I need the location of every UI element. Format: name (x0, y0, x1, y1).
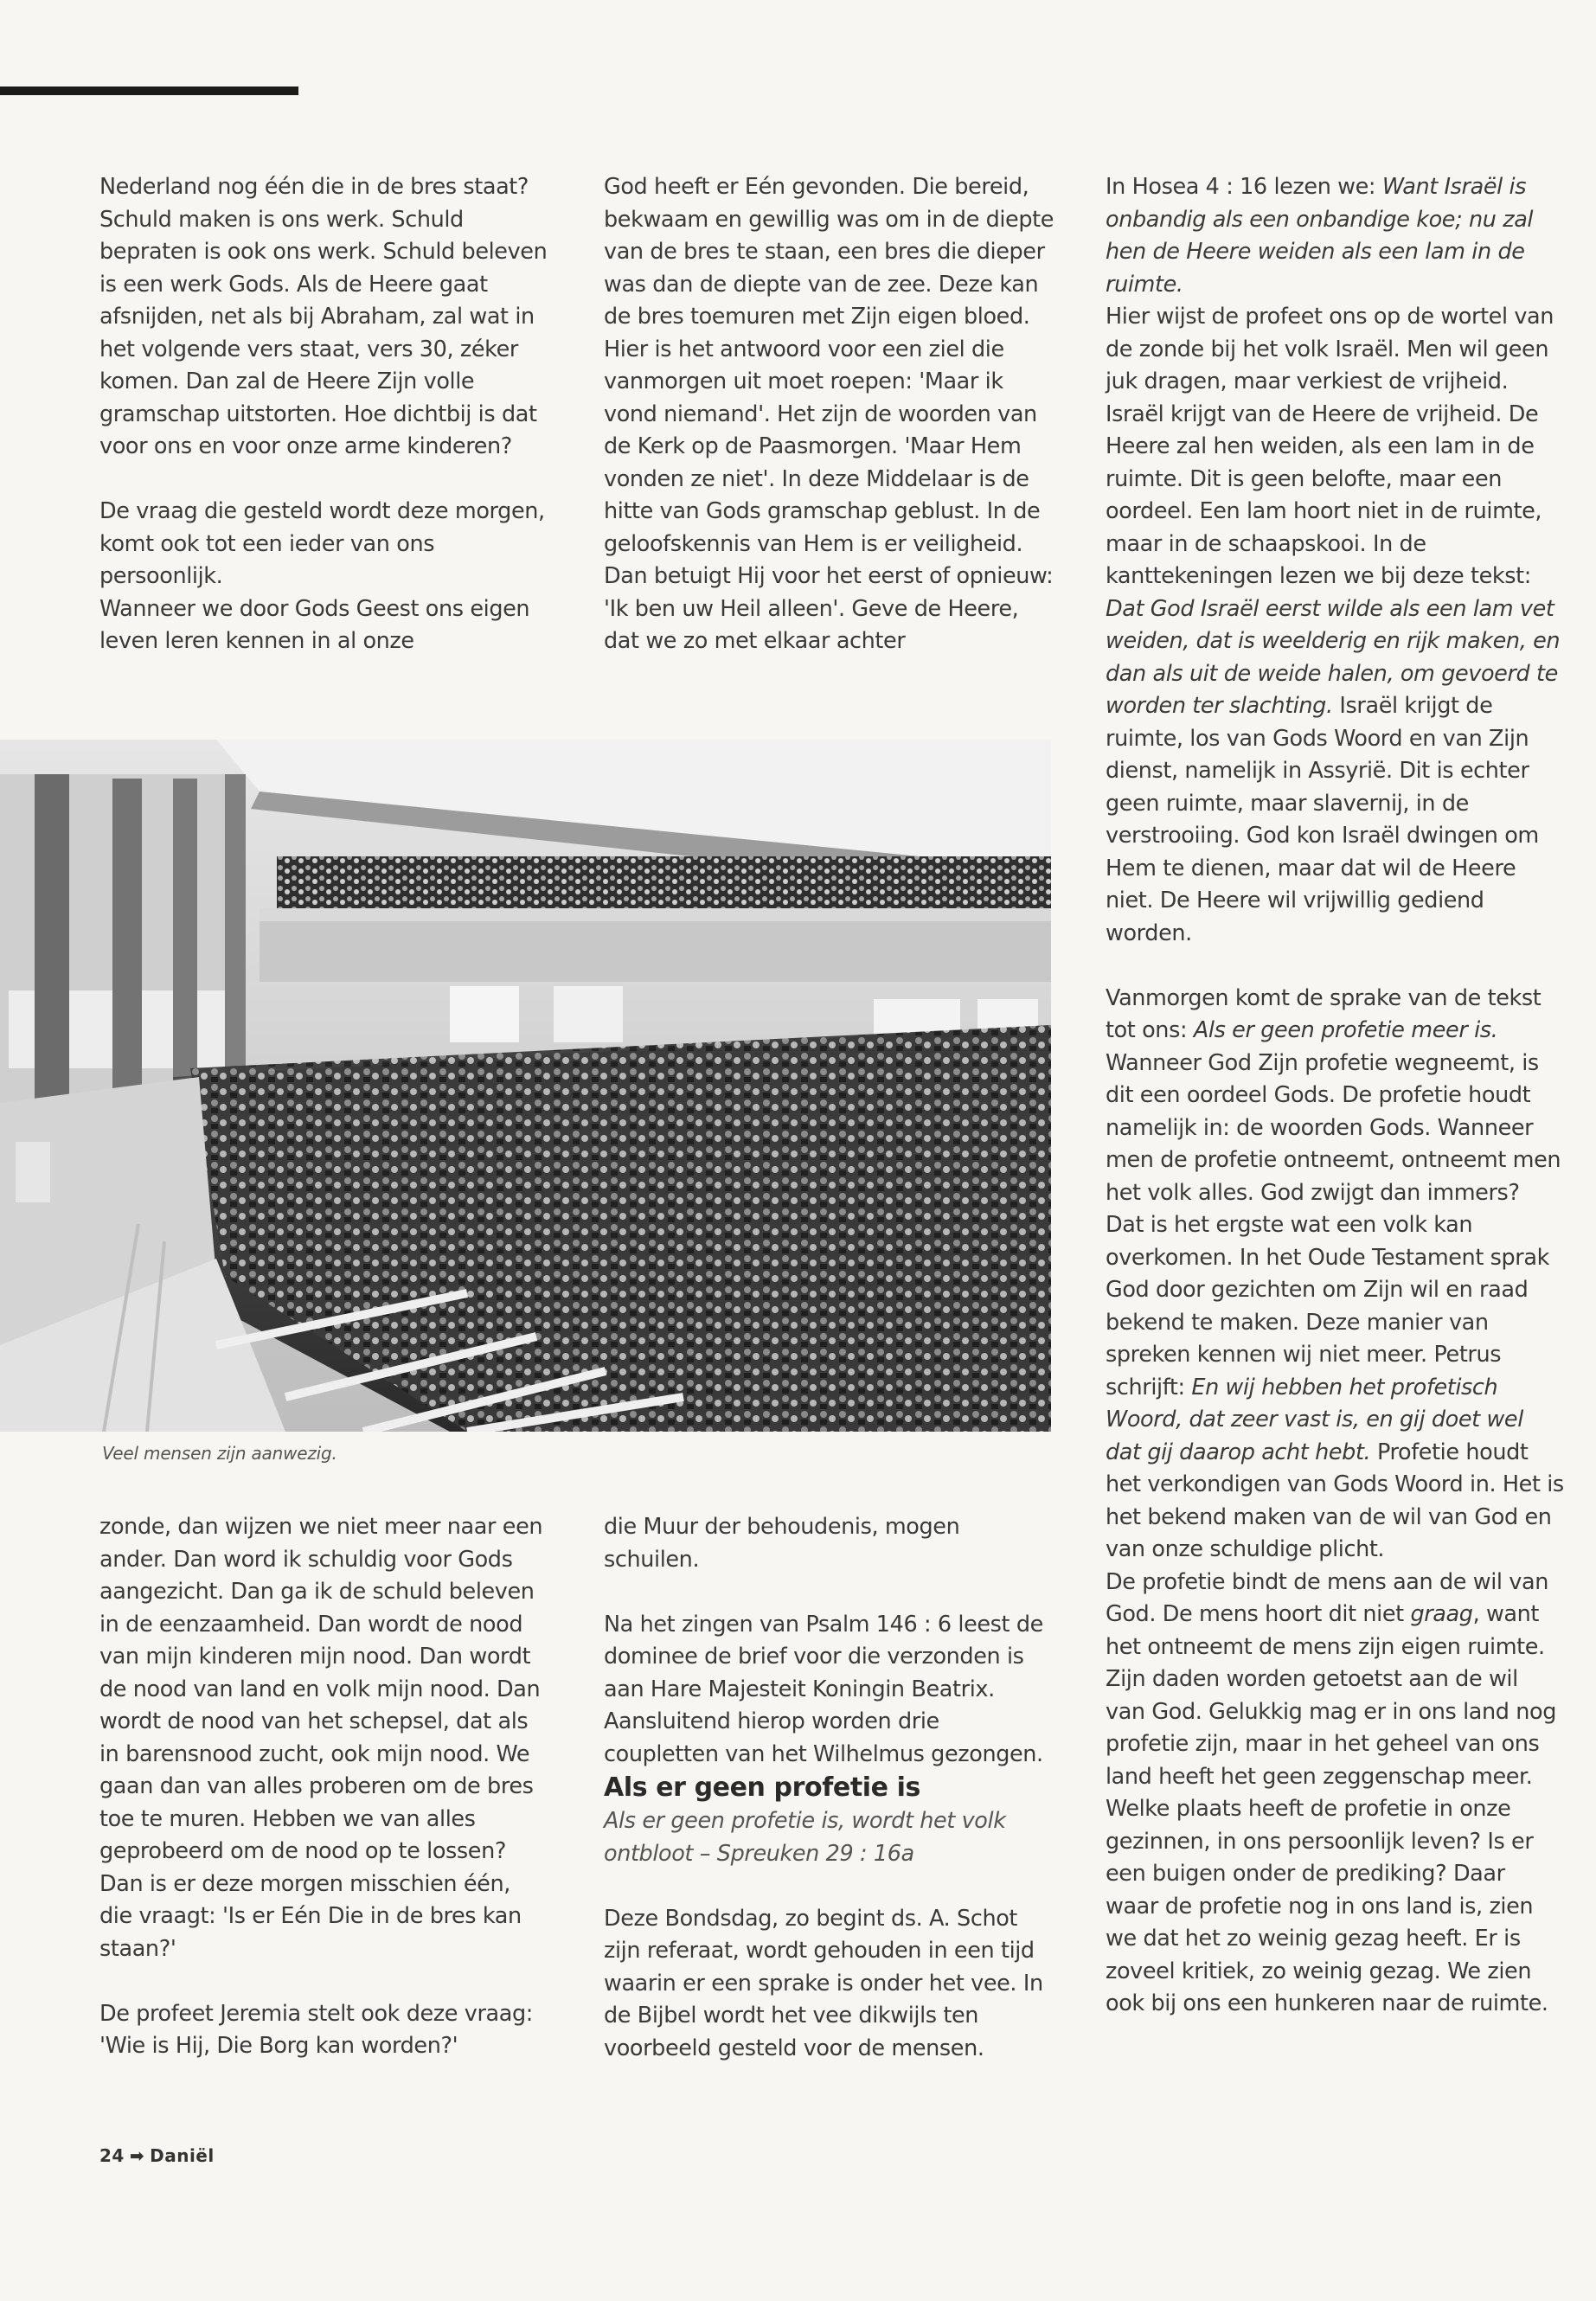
paragraph: die Muur der behoudenis, mogen schuilen. (604, 1514, 960, 1573)
emphasis: graag (1410, 1601, 1473, 1627)
text-span: In Hosea 4 : 16 lezen we: (1106, 174, 1382, 200)
text-span: Wanneer God Zijn profetie wegneemt, is dit een oordeel Gods. De profetie houdt namelijk in: de woorden Gods. Wanneer men de profetie ontneemt, ontneemt men het volk alles. God zwijgt dan immers? Dat is het ergste wat een volk kan overkomen. In het Oude Testament sprak God door gezichten om Zijn wil en raad bekend te maken. Deze manier van spreken kennen wij niet meer. Petrus schrijft: (1106, 1049, 1561, 1400)
paragraph: De profeet Jeremia stelt ook deze vraag: 'Wie is Hij, Die Borg kan worden?' (99, 2000, 533, 2059)
paragraph (1106, 983, 1564, 1567)
page-footer (99, 2145, 215, 2166)
paragraph: zonde, dan wijzen we niet meer naar een ander. Dan word ik schuldig voor Gods aangezicht. Dan ga ik de schuld beleven in de eenzaamheid. Dan wordt de nood van mijn kinderen mijn nood. Dan wordt de nood van land en volk mijn nood. Dan wordt de nood van het schepsel, dat als in barensnood zucht, ook mijn nood. We gaan dan van alles proberen om de bres toe te muren. Hebben we van alles geprobeerd om de nood op te lossen? Dan is er deze morgen misschien één, die vraagt: 'Is er Eén Die in de bres kan staan?' (99, 1514, 543, 1962)
text-span: Hier wijst de profeet ons op de wortel van de zonde bij het volk Israël. Men wil geen juk dragen, maar verkiest de vrijheid. Israël krijgt van de Heere de vrijheid. De Heere zal hen weiden, als een lam in de ruimte. Dit is geen belofte, maar een oordeel. Een lam hoort niet in de ruimte, maar in de schaapskooi. In de kanttekeningen lezen we bij deze tekst: (1106, 304, 1554, 589)
church-congregation-photo (0, 740, 1051, 1432)
magazine-name: Daniël (150, 2145, 215, 2166)
column-2-bottom (604, 1511, 1054, 2065)
text-span: Vanmorgen komt de sprake van de tekst tot ons: (1106, 984, 1542, 1043)
paragraph: God heeft er Eén gevonden. Die bereid, bekwaam en gewillig was om in de diepte van de bres te staan, een bres die dieper was dan de diepte van de zee. Deze kan de bres toemuren met Zijn eigen bloed. Hier is het antwoord voor een ziel die vanmorgen uit moet roepen: 'Maar ik vond niemand'. Het zijn de woorden van de Kerk op de Paasmorgen. 'Maar Hem vonden ze niet'. In deze Middelaar is de hitte van Gods gramschap geblust. In de geloofskennis van Hem is er veiligheid. Dan betuigt Hij voor het eerst of opnieuw: 'Ik ben uw Heil alleen'. Geve de Heere, dat we zo met elkaar achter (604, 174, 1054, 654)
paragraph: De vraag die gesteld wordt deze morgen, komt ook tot een ieder van ons persoonlijk. (99, 498, 545, 589)
paragraph: Na het zingen van Psalm 146 : 6 leest de dominee de brief voor die verzonden is aan Hare Majesteit Koningin Beatrix. Aansluitend hierop worden drie coupletten van het Wilhelmus gezongen. (604, 1611, 1043, 1767)
commentary-quote: Dat God Israël eerst wilde als een lam vet weiden, dat is weelderig en rijk maken, en dan als uit de weide halen, om gevoerd te worden ter slachting. (1106, 595, 1561, 719)
text-span: Profetie houdt het verkondigen van Gods Woord in. Het is het bekend maken van de wil van God en van onze schuldige plicht. (1106, 1439, 1564, 1562)
column-2-top (604, 171, 1054, 658)
paragraph (1106, 171, 1564, 301)
text-span: De profetie bindt de mens aan de wil van God. De mens hoort dit niet (1106, 1568, 1548, 1627)
paragraph: Wanneer we door Gods Geest ons eigen leven leren kennen in al onze (99, 595, 530, 654)
paragraph (1106, 1567, 1564, 2021)
section-lead-quote: Als er geen profetie is, wordt het volk ontbloot – Spreuken 29 : 16a (604, 1808, 1006, 1867)
scripture-quote: Want Israël is onbandig als een onbandige koe; nu zal hen de Heere weiden als een lam in de ruimte. (1106, 174, 1534, 298)
page-number: 24 (99, 2145, 125, 2166)
column-1-top (99, 171, 549, 658)
photo-caption: Veel mensen zijn aanwezig. (102, 1443, 337, 1464)
section-heading: Als er geen profetie is (604, 1772, 920, 1803)
text-span: Israël krijgt de ruimte, los van Gods Woord en van Zijn dienst, namelijk in Assyrië. Dit is echter geen ruimte, maar slavernij, in de verstrooiing. God kon Israël dwingen om Hem te dienen, maar dat wil de Heere niet. De Heere wil vrijwillig gediend worden. (1106, 693, 1539, 946)
scripture-quote: En wij hebben het profetisch Woord, dat zeer vast is, en gij doet wel dat gij daarop acht hebt. (1106, 1374, 1523, 1465)
arrow-icon: ➡ (129, 2145, 145, 2166)
top-rule (0, 87, 298, 95)
paragraph: Deze Bondsdag, zo begint ds. A. Schot zijn referaat, wordt gehouden in een tijd waarin er een sprake is onder het vee. In de Bijbel wordt het vee dikwijls ten voorbeeld gesteld voor de mensen. (604, 1905, 1043, 2061)
text-span: , want het ontneemt de mens zijn eigen ruimte. Zijn daden worden getoetst aan de wil van God. Gelukkig mag er in ons land nog profetie zijn, maar in het geheel van ons land heeft het geen zeggenschap meer. Welke plaats heeft de profetie in onze gezinnen, in ons persoonlijk leven? Is er een buigen onder de prediking? Daar waar de profetie nog in ons land is, zien we dat het zo weinig gezag heeft. Er is zoveel kritiek, zo weinig gezag. We zien ook bij ons een hunkeren naar de ruimte. (1106, 1601, 1557, 2016)
paragraph: Nederland nog één die in de bres staat? Schuld maken is ons werk. Schuld bepraten is ook ons werk. Schuld beleven is een werk Gods. Als de Heere gaat afsnijden, net als bij Abraham, zal wat in het volgende vers staat, vers 30, zéker komen. Dan zal de Heere Zijn volle gramschap uitstorten. Hoe dichtbij is dat voor ons en voor onze arme kinderen? (99, 174, 548, 459)
scripture-quote: Als er geen profetie meer is. (1193, 1017, 1498, 1043)
paragraph (1106, 301, 1564, 950)
column-3 (1106, 171, 1564, 2021)
column-1-bottom (99, 1511, 549, 2063)
